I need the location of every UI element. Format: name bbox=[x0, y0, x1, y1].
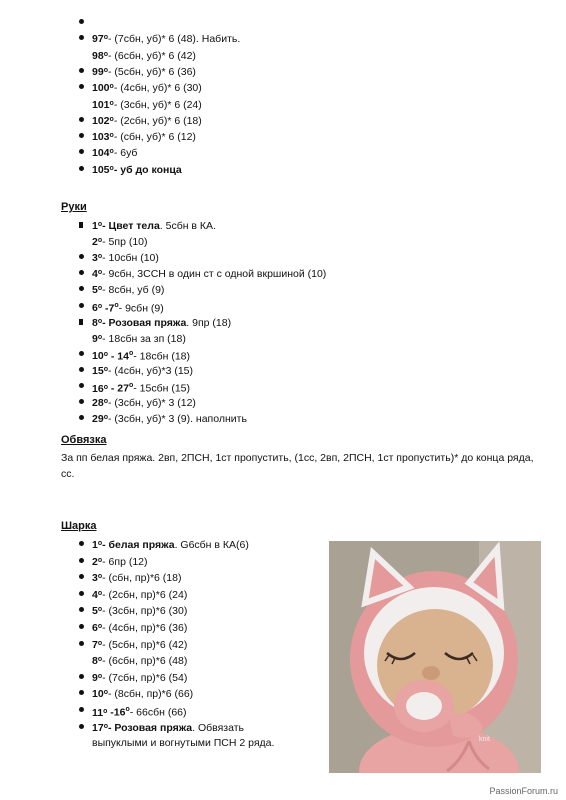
row-number: $15^о$ bbox=[92, 364, 108, 377]
row-number: $29^о$ bbox=[92, 413, 108, 426]
hat-continuation-text: выпуклыми и вогнутыми ПСН 2 ряда. bbox=[92, 737, 275, 749]
list-item bbox=[92, 234, 148, 248]
list-item bbox=[92, 670, 187, 684]
row-text: - 18сбн (18) bbox=[133, 350, 191, 363]
list-item bbox=[92, 363, 193, 377]
row-number: $7^о$ bbox=[92, 638, 103, 651]
bullet-icon bbox=[79, 541, 84, 546]
row-number: $104^о$ bbox=[92, 147, 114, 160]
bullet-icon bbox=[79, 399, 84, 404]
row-number: $105^о$ bbox=[92, 163, 114, 176]
bullet-icon bbox=[79, 674, 84, 679]
list-item bbox=[92, 686, 193, 700]
row-text: - (4сбн, уб)*3 (15) bbox=[107, 364, 194, 377]
row-text: - (сбн, уб)* 6 (12) bbox=[113, 131, 196, 144]
list-item: $11^о$ $-16^о-$ 66сбн (66) bbox=[92, 703, 187, 717]
bullet-icon bbox=[79, 724, 84, 729]
list-item bbox=[92, 411, 247, 425]
row-text: - (5сбн, пр)*6 (42) bbox=[102, 638, 188, 651]
list-item bbox=[92, 331, 186, 345]
list-item bbox=[92, 537, 249, 551]
list-item bbox=[92, 395, 196, 409]
row-number: $4^о$ bbox=[92, 268, 103, 281]
row-number: $101^о$ bbox=[92, 98, 114, 111]
list-item bbox=[92, 129, 196, 143]
list-item: $16^о - 27^о-$ 15сбн (15) bbox=[92, 379, 190, 393]
row-text: - 66сбн (66) bbox=[129, 706, 187, 719]
row-number: $2^о$ bbox=[92, 555, 103, 568]
bullet-icon bbox=[79, 68, 84, 73]
bullet-icon bbox=[79, 117, 84, 122]
row-number: $1^о$ bbox=[92, 220, 103, 232]
list-item bbox=[92, 282, 164, 296]
row-text: - 9сбн (9) bbox=[118, 302, 164, 314]
bullet-icon bbox=[79, 415, 84, 420]
row-number: $8^о$ bbox=[92, 655, 103, 668]
bullet-icon bbox=[79, 319, 83, 325]
row-bold-text: - уб до конца bbox=[113, 163, 182, 176]
row-bold-text: - Розовая пряжа bbox=[102, 316, 187, 329]
section-heading-hat: Шарка bbox=[61, 520, 97, 532]
row-text: - (5сбн, уб)* 6 (36) bbox=[107, 65, 196, 78]
row-text: - (4сбн, пр)*6 (36) bbox=[102, 622, 188, 634]
row-text: . 9пр (18) bbox=[186, 316, 232, 329]
bullet-icon bbox=[79, 558, 84, 563]
list-item: $6^о$ $-7^о-$ 9сбн (9) bbox=[92, 299, 164, 313]
row-text: - (сбн, пр)*6 (18) bbox=[102, 572, 182, 585]
row-text: - 18сбн за зп (18) bbox=[102, 332, 186, 345]
row-number: $2^о$ bbox=[92, 236, 103, 249]
row-number: $103^о$ bbox=[92, 131, 114, 144]
row-text: - (6сбн, уб)* 6 (42) bbox=[107, 49, 196, 62]
row-number: $97^о$ bbox=[92, 33, 108, 46]
row-number: $6^о$ bbox=[92, 302, 103, 314]
row-number: $98^о$ bbox=[92, 49, 108, 62]
list-item bbox=[92, 97, 202, 111]
row-number: $5^о$ bbox=[92, 284, 103, 297]
row-text: - (3сбн, уб)* 3 (12) bbox=[107, 397, 196, 410]
row-number: $9^о$ bbox=[92, 332, 103, 345]
bullet-icon bbox=[79, 303, 84, 308]
row-text: . Обвязать bbox=[192, 721, 245, 734]
list-item bbox=[92, 31, 240, 45]
list-item bbox=[92, 80, 202, 94]
list-item bbox=[92, 720, 244, 734]
row-number: $102^о$ bbox=[92, 114, 114, 127]
row-text: - (7сбн, уб)* 6 (48). Набить. bbox=[107, 33, 241, 46]
bullet-icon bbox=[79, 624, 84, 629]
row-bold-text: - 14 bbox=[107, 350, 129, 363]
list-item bbox=[92, 637, 187, 651]
row-number: $10^о$ bbox=[92, 350, 108, 363]
row-text: . G6сбн в КА(6) bbox=[174, 539, 249, 551]
bullet-icon bbox=[79, 19, 84, 24]
doll-photo bbox=[329, 541, 541, 773]
list-item bbox=[92, 620, 187, 634]
list-item bbox=[92, 218, 216, 232]
row-text: - 10сбн (10) bbox=[102, 252, 159, 265]
doll-illustration bbox=[329, 541, 541, 773]
row-bold-text: - Розовая пряжа bbox=[107, 721, 193, 734]
bullet-icon bbox=[79, 641, 84, 646]
row-text: - (3сбн, уб)* 6 (24) bbox=[113, 98, 202, 111]
bullet-icon bbox=[79, 367, 84, 372]
row-text: - 6уб bbox=[113, 147, 138, 160]
list-item bbox=[92, 570, 181, 584]
row-text: - (3сбн, пр)*6 (30) bbox=[102, 605, 188, 618]
bullet-icon bbox=[79, 351, 84, 356]
list-item bbox=[92, 250, 159, 264]
bullet-icon bbox=[79, 383, 84, 388]
row-text: - (6сбн, пр)*6 (48) bbox=[102, 655, 188, 668]
row-number: $17^о$ bbox=[92, 721, 108, 734]
row-bold-text: -7 bbox=[102, 302, 115, 314]
bullet-icon bbox=[79, 133, 84, 138]
bullet-icon bbox=[79, 591, 84, 596]
list-item bbox=[92, 145, 137, 159]
row-number: $99^о$ bbox=[92, 65, 108, 78]
row-bold-text: -16 bbox=[107, 706, 126, 719]
binding-paragraph: За пп белая пряжа. 2вп, 2ПСН, 1ст пропустить, (1сс, 2вп, 2ПСН, 1ст пропустить)* до конца ряда, сс. bbox=[61, 452, 534, 480]
row-bold-text: - Цвет тела bbox=[102, 220, 160, 232]
list-item: $10^о - 14^о-$ 18сбн (18) bbox=[92, 347, 190, 361]
list-item bbox=[92, 113, 202, 127]
row-number: $6^о$ bbox=[92, 622, 103, 634]
section-heading-binding: Обвязка bbox=[61, 434, 107, 446]
row-number: $3^о$ bbox=[92, 572, 103, 585]
row-text: - 15сбн (15) bbox=[133, 382, 191, 395]
bullet-icon bbox=[79, 84, 84, 89]
list-item bbox=[92, 315, 231, 329]
row-number: $1^о$ bbox=[92, 539, 103, 551]
row-number: $100^о$ bbox=[92, 82, 114, 95]
list-item bbox=[92, 587, 187, 601]
list-item bbox=[92, 603, 187, 617]
row-bold-text: - белая пряжа bbox=[102, 539, 175, 551]
bullet-icon bbox=[79, 149, 84, 154]
row-text: - (4сбн, уб)* 6 (30) bbox=[113, 82, 202, 95]
bullet-icon bbox=[79, 690, 84, 695]
bullet-icon bbox=[79, 286, 84, 291]
list-item bbox=[92, 48, 196, 62]
row-text: - 9сбн, 3ССН в один ст с одной вкршиной (10) bbox=[102, 268, 327, 281]
row-number: $3^о$ bbox=[92, 252, 103, 265]
row-number: $9^о$ bbox=[92, 671, 103, 684]
row-text: - (8сбн, пр)*6 (66) bbox=[107, 688, 194, 701]
row-number: $10^о$ bbox=[92, 688, 108, 701]
row-text: - 5пр (10) bbox=[102, 236, 148, 249]
row-text: - (2сбн, пр)*6 (24) bbox=[102, 588, 188, 601]
row-number: $8^о$ bbox=[92, 316, 103, 329]
list-item bbox=[92, 64, 196, 78]
list-item bbox=[92, 162, 182, 176]
list-item bbox=[92, 554, 148, 568]
bullet-icon bbox=[79, 166, 84, 171]
row-text: - (7сбн, пр)*6 (54) bbox=[102, 671, 188, 684]
bullet-icon bbox=[79, 35, 84, 40]
list-item bbox=[92, 266, 326, 280]
row-number: $16^о$ bbox=[92, 382, 108, 395]
row-number: $5^о$ bbox=[92, 605, 103, 618]
bullet-icon bbox=[79, 607, 84, 612]
bullet-icon bbox=[79, 270, 84, 275]
row-bold-text: - 27 bbox=[107, 382, 129, 395]
row-text: - (2сбн, уб)* 6 (18) bbox=[113, 114, 202, 127]
row-text: - (3сбн, уб)* 3 (9). наполнить bbox=[107, 413, 247, 426]
row-number: $11^о$ bbox=[92, 706, 108, 719]
svg-text:knit: knit bbox=[479, 736, 490, 743]
site-watermark: PassionForum.ru bbox=[489, 786, 558, 796]
row-text: - 6пр (12) bbox=[102, 555, 148, 568]
bullet-icon bbox=[79, 574, 84, 579]
bullet-icon bbox=[79, 254, 84, 259]
row-text: - 8сбн, уб (9) bbox=[102, 284, 165, 297]
list-item bbox=[92, 653, 187, 667]
bullet-icon bbox=[79, 222, 83, 228]
row-number: $4^о$ bbox=[92, 588, 103, 601]
row-number: $28^о$ bbox=[92, 397, 108, 410]
row-text: . 5сбн в КА. bbox=[159, 220, 216, 232]
section-heading-arms: Руки bbox=[61, 201, 87, 213]
bullet-icon bbox=[79, 707, 84, 712]
